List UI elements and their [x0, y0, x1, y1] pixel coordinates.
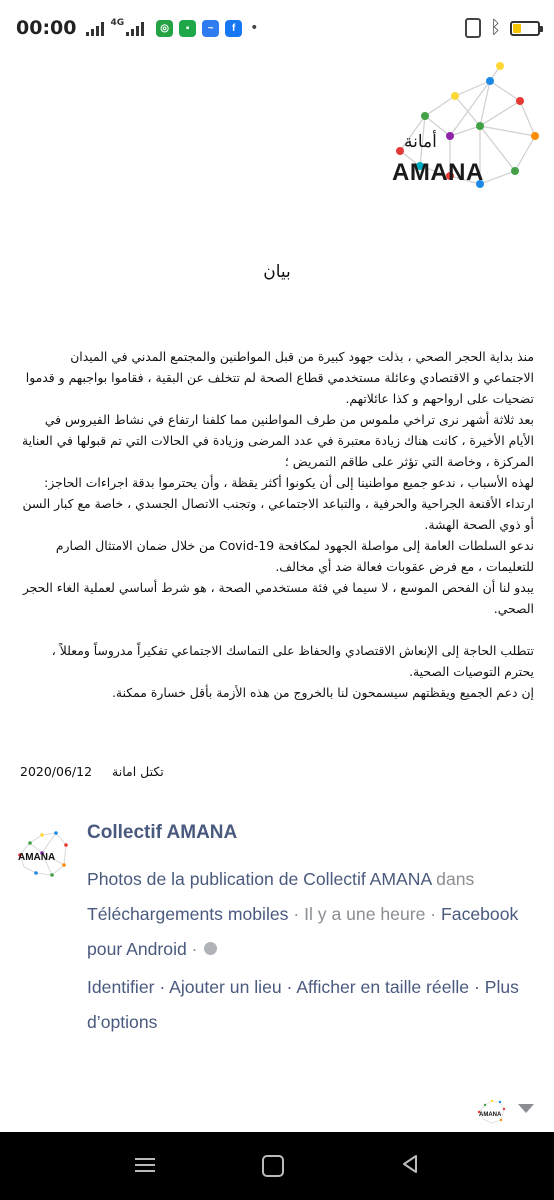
signal-icon	[86, 20, 104, 36]
closing-paragraph: إن دعم الجميع ويقظتهم سيسمحون لنا بالخروج من هذه الأزمة بأقل خسارة ممكنة.	[111, 685, 534, 700]
post-caption-area	[0, 800, 554, 1130]
svg-text:AMANA: AMANA	[18, 852, 56, 863]
paragraph: بعد ثلاثة أشهر نرى تراخي ملموس من طرف المواطنين مما كلفنا ارتفاع في نشاط الفيروس في الأيام الأخيرة ، كانت هناك زيادة معتبرة في عدد المرضى وزيادة في الحالات التي تم قبولها في العناية المركزة ، وخاصة التي تؤثر على طاقم التمريض ؛	[21, 412, 534, 469]
network-type: 4G	[110, 18, 125, 28]
messages-icon: ▪	[179, 20, 196, 37]
whatsapp-icon: ◎	[156, 20, 173, 37]
add-place-link[interactable]: Ajouter un lieu	[169, 977, 282, 997]
identify-link[interactable]: Identifier	[87, 977, 155, 997]
album-link[interactable]: Téléchargements mobiles	[87, 904, 289, 924]
paragraph: لهذه الأسباب ، ندعو جميع مواطنينا إلى أن يكونوا أكثر يقظة ، وأن يحترموا بدقة اجراءات الحاجز: ارتداء الأقنعة الجراحية والحرفية ، والتباعد الاجتماعي ، وتجنب الاتصال الجسدي ، خاصة مع كبار السن أو ذوي الصحة الهشة.	[22, 475, 534, 532]
home-button[interactable]	[262, 1155, 284, 1177]
caption-in: dans	[436, 869, 475, 889]
logo-text: AMANA	[392, 159, 484, 186]
chevron-down-icon[interactable]	[518, 1104, 534, 1113]
caption-text[interactable]: Photos de la publication de Collectif AMANA	[87, 869, 432, 889]
avatar[interactable]	[14, 825, 70, 881]
more-icon: •	[250, 20, 259, 36]
closing-paragraph: تتطلب الحاجة إلى الإنعاش الاقتصادي والحفاظ على التماسك الاجتماعي تفكيراً مدروساً ومعللاً ، يحترم التوصيات الصحية.	[51, 643, 534, 679]
back-button[interactable]	[398, 1152, 422, 1176]
document-title: بيان	[263, 262, 291, 282]
view-full-size-link[interactable]: Afficher en taille réelle	[296, 977, 470, 997]
document-photo[interactable]	[0, 56, 554, 796]
more-options-link[interactable]: Plus d’options	[87, 977, 519, 1032]
post-caption: Photos de la publication de Collectif AMANA dans Téléchargements mobiles · Il y a une heure · Facebook pour Android ·	[87, 869, 519, 959]
status-time: 00:00	[16, 17, 77, 39]
document-signature	[20, 764, 164, 779]
signal-icon-2	[126, 20, 144, 36]
signature-text: تكتل امانة	[112, 764, 164, 779]
vibrate-icon	[465, 18, 481, 38]
globe-icon	[204, 942, 217, 955]
svg-text:AMANA: AMANA	[479, 1112, 502, 1118]
navigation-bar	[0, 1132, 554, 1200]
facebook-icon: f	[225, 20, 242, 37]
logo-arabic-text: أمانة	[404, 132, 437, 152]
photo-actions: Identifier · Ajouter un lieu · Afficher en taille réelle · Plus d’options	[87, 977, 519, 1032]
status-bar	[0, 0, 554, 56]
source-link[interactable]: Facebook pour Android	[87, 904, 519, 959]
document-body	[20, 346, 534, 703]
profile-avatar[interactable]	[476, 1096, 506, 1126]
paragraph: منذ بداية الحجر الصحي ، بذلت جهود كبيرة من قبل المواطنين والمجتمع المدني في الميدان الاجتماعي و الاقتصادي وعائلة مستخدمي قطاع الصحة لم تتخلف عن البقية ، فقاموا بواجبهم و قدموا تضحيات على ارواحهم و كذا عائلاتهم.	[25, 349, 534, 406]
post-time[interactable]: Il y a une heure	[304, 904, 426, 924]
post-author[interactable]: Collectif AMANA	[87, 822, 238, 843]
paragraph: ندعو السلطات العامة إلى مواصلة الجهود لمكافحة Covid-19 من خلال ضمان الامتثال الصارم للتعليمات ، مع فرض عقوبات فعالة ضد أي مخالف.	[55, 538, 534, 574]
paragraph: يبدو لنا أن الفحص الموسع ، لا سيما في فئة مستخدمي الصحة ، هو شرط أساسي لعملية الغاء الحجر الصحي.	[22, 580, 534, 616]
document-date: 2020/06/12	[20, 764, 93, 779]
recents-button[interactable]	[133, 1154, 157, 1178]
battery-icon	[510, 21, 540, 36]
messenger-icon: ~	[202, 20, 219, 37]
bluetooth-icon: ᛒ	[490, 17, 501, 38]
